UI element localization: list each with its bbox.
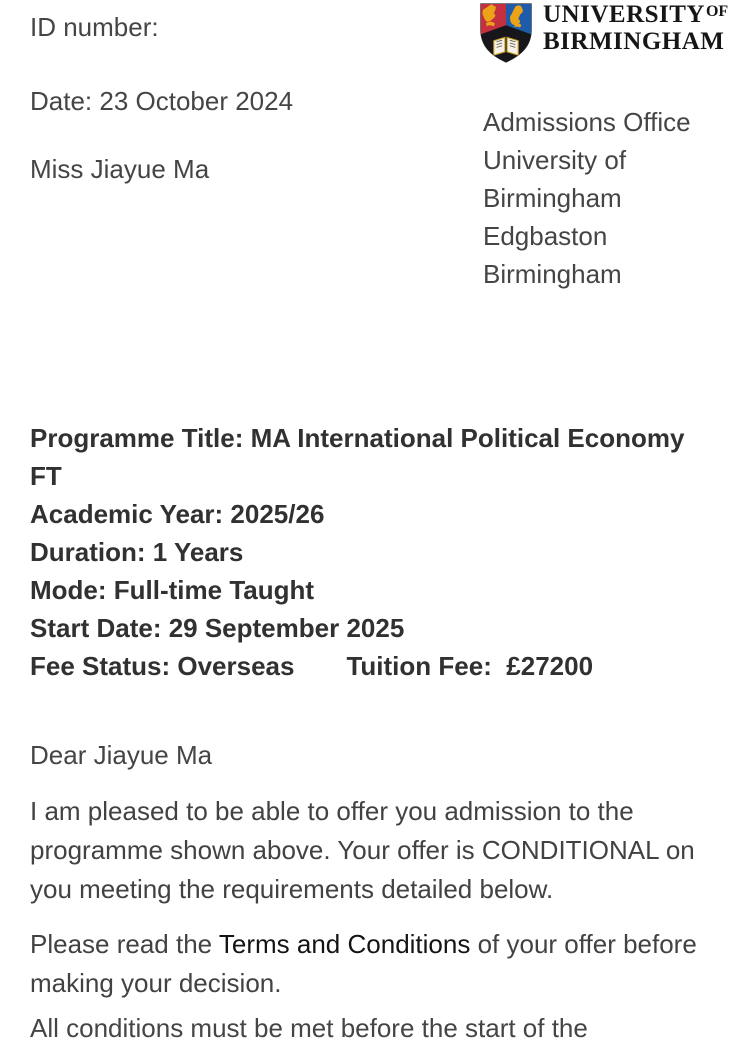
programme-details xyxy=(30,419,684,685)
address-line: Birmingham xyxy=(483,259,622,289)
salutation: Dear Jiayue Ma xyxy=(30,740,213,770)
wordmark-of: OF xyxy=(705,3,729,20)
conditions-cutoff-line: All conditions must be met before the start of the xyxy=(30,1013,588,1043)
terms-paragraph-line xyxy=(30,925,697,964)
academic-year-line: Academic Year: 2025/26 xyxy=(30,499,325,529)
sender-address xyxy=(483,103,691,293)
start-date-line: Start Date: 29 September 2025 xyxy=(30,613,405,643)
address-line: Edgbaston xyxy=(483,221,608,251)
offer-paragraph-line: programme shown above. Your offer is CONDITIONAL on xyxy=(30,835,695,865)
terms-prefix: Please read the xyxy=(30,929,219,959)
duration-line: Duration: 1 Years xyxy=(30,537,244,567)
mode-line: Mode: Full-time Taught xyxy=(30,575,315,605)
wordmark-birmingham: BIRMINGHAM xyxy=(543,28,725,55)
offer-paragraph-line: I am pleased to be able to offer you admission to the xyxy=(30,796,634,826)
offer-paragraph xyxy=(30,792,695,909)
terms-suffix: of your offer before xyxy=(470,929,697,959)
recipient-name: Miss Jiayue Ma xyxy=(30,154,210,184)
address-line: Admissions Office xyxy=(483,107,691,137)
wordmark-university: UNIVERSITY xyxy=(543,1,705,28)
tuition-fee: Tuition Fee: £27200 xyxy=(346,651,594,681)
programme-title-line: Programme Title: MA International Political Economy xyxy=(30,423,685,453)
terms-paragraph xyxy=(30,925,697,1003)
address-line: University of xyxy=(483,145,627,175)
university-wordmark xyxy=(543,3,728,54)
fee-status: Fee Status: Overseas xyxy=(30,651,295,681)
offer-paragraph-line: you meeting the requirements detailed below. xyxy=(30,874,554,904)
terms-paragraph-line: making your decision. xyxy=(30,968,282,998)
terms-and-conditions-link[interactable]: Terms and Conditions xyxy=(218,929,471,959)
university-brand xyxy=(478,2,728,64)
letter-date: Date: 23 October 2024 xyxy=(30,86,294,116)
address-line: Birmingham xyxy=(483,183,622,213)
programme-title-line2: FT xyxy=(30,461,62,491)
wordmark-line1 xyxy=(543,1,728,28)
university-crest-icon xyxy=(478,2,534,64)
id-number-label: ID number: xyxy=(30,12,159,42)
fee-line xyxy=(30,647,684,685)
